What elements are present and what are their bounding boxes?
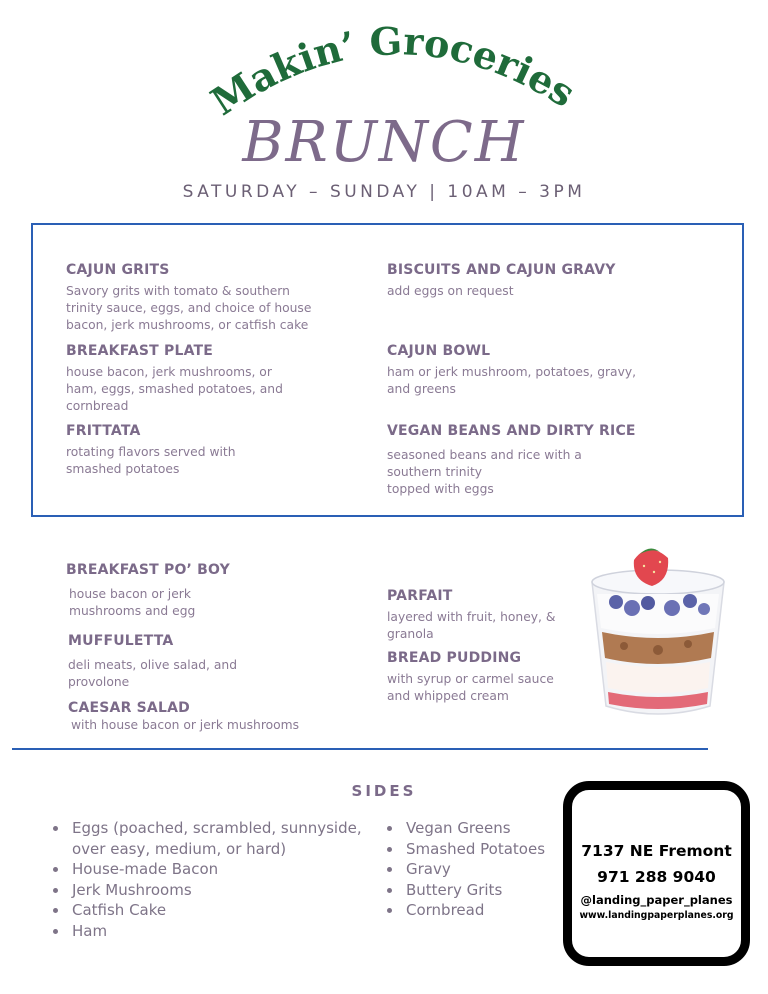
menu-item-desc: layered with fruit, honey, & granola — [387, 610, 556, 641]
menu-item — [387, 343, 636, 398]
menu-item-name: BREAKFAST PO’ BOY — [66, 562, 230, 578]
menu-item-name: FRITTATA — [66, 423, 141, 439]
phone-number: 971 288 9040 — [597, 868, 716, 886]
menu-item-desc: house bacon or jerk mushrooms and egg — [69, 587, 196, 618]
list-item: Vegan Greens — [386, 818, 556, 839]
menu-item-name: BISCUITS AND CAJUN GRAVY — [387, 262, 616, 278]
menu-item-desc: with house bacon or jerk mushrooms — [71, 718, 300, 732]
menu-item-name: BREAD PUDDING — [387, 650, 522, 666]
menu-item-desc: Savory grits with tomato & southern trinity sauce, eggs, and choice of house bacon, jerk mushrooms, or catfish cake — [66, 284, 312, 332]
menu-item-name: PARFAIT — [387, 588, 453, 604]
menu-item-name: MUFFULETTA — [68, 633, 174, 649]
menu-item — [387, 588, 555, 643]
menu-item-desc: rotating flavors served with smashed potatoes — [66, 445, 236, 476]
menu-item-name: VEGAN BEANS AND DIRTY RICE — [387, 423, 636, 439]
hours: SATURDAY – SUNDAY | 10AM – 3PM — [182, 182, 586, 202]
menu-item — [66, 343, 283, 415]
list-item: Gravy — [386, 859, 556, 880]
section-divider — [12, 748, 708, 750]
sides-list-left — [52, 818, 362, 942]
address: 7137 NE Fremont — [581, 842, 732, 860]
sides-list-right — [386, 818, 556, 921]
menu-item — [68, 700, 299, 734]
sides-heading: SIDES — [351, 782, 417, 800]
menu-item — [387, 423, 636, 498]
menu-item — [387, 650, 554, 705]
page-title: BRUNCH — [242, 110, 526, 175]
menu-item-desc: with syrup or carmel sauce and whipped cream — [387, 672, 554, 703]
menu-item-desc: add eggs on request — [387, 284, 514, 298]
menu-item-desc: seasoned beans and rice with a southern trinity topped with eggs — [387, 448, 582, 496]
parfait-illustration — [588, 546, 728, 718]
list-item: Smashed Potatoes — [386, 839, 556, 860]
menu-item — [387, 262, 616, 300]
menu-item-name: BREAKFAST PLATE — [66, 343, 214, 359]
list-item: Eggs (poached, scrambled, sunnyside, over easy, medium, or hard) — [52, 818, 362, 859]
social-handle: @landing_paper_planes — [580, 893, 733, 907]
list-item: House-made Bacon — [52, 859, 362, 880]
menu-item-desc: deli meats, olive salad, and provolone — [68, 658, 237, 689]
menu-item — [66, 423, 236, 478]
list-item: Jerk Mushrooms — [52, 880, 362, 901]
menu-item — [68, 633, 237, 691]
list-item: Cornbread — [386, 900, 556, 921]
menu-item-desc: ham or jerk mushroom, potatoes, gravy, and greens — [387, 365, 637, 396]
list-item: Ham — [52, 921, 362, 942]
menu-item — [66, 262, 311, 334]
logo-text: Makin’ Groceries — [202, 18, 584, 125]
menu-item-name: CAESAR SALAD — [68, 700, 190, 716]
menu-item — [66, 562, 230, 620]
menu-item-name: CAJUN GRITS — [66, 262, 170, 278]
menu-item-name: CAJUN BOWL — [387, 343, 491, 359]
list-item: Catfish Cake — [52, 900, 362, 921]
list-item: Buttery Grits — [386, 880, 556, 901]
contact-card — [563, 781, 750, 966]
svg-text:Makin’ Groceries — [203, 18, 583, 124]
website: www.landingpaperplanes.org — [579, 910, 734, 921]
menu-item-desc: house bacon, jerk mushrooms, or ham, eggs, smashed potatoes, and cornbread — [66, 365, 283, 413]
